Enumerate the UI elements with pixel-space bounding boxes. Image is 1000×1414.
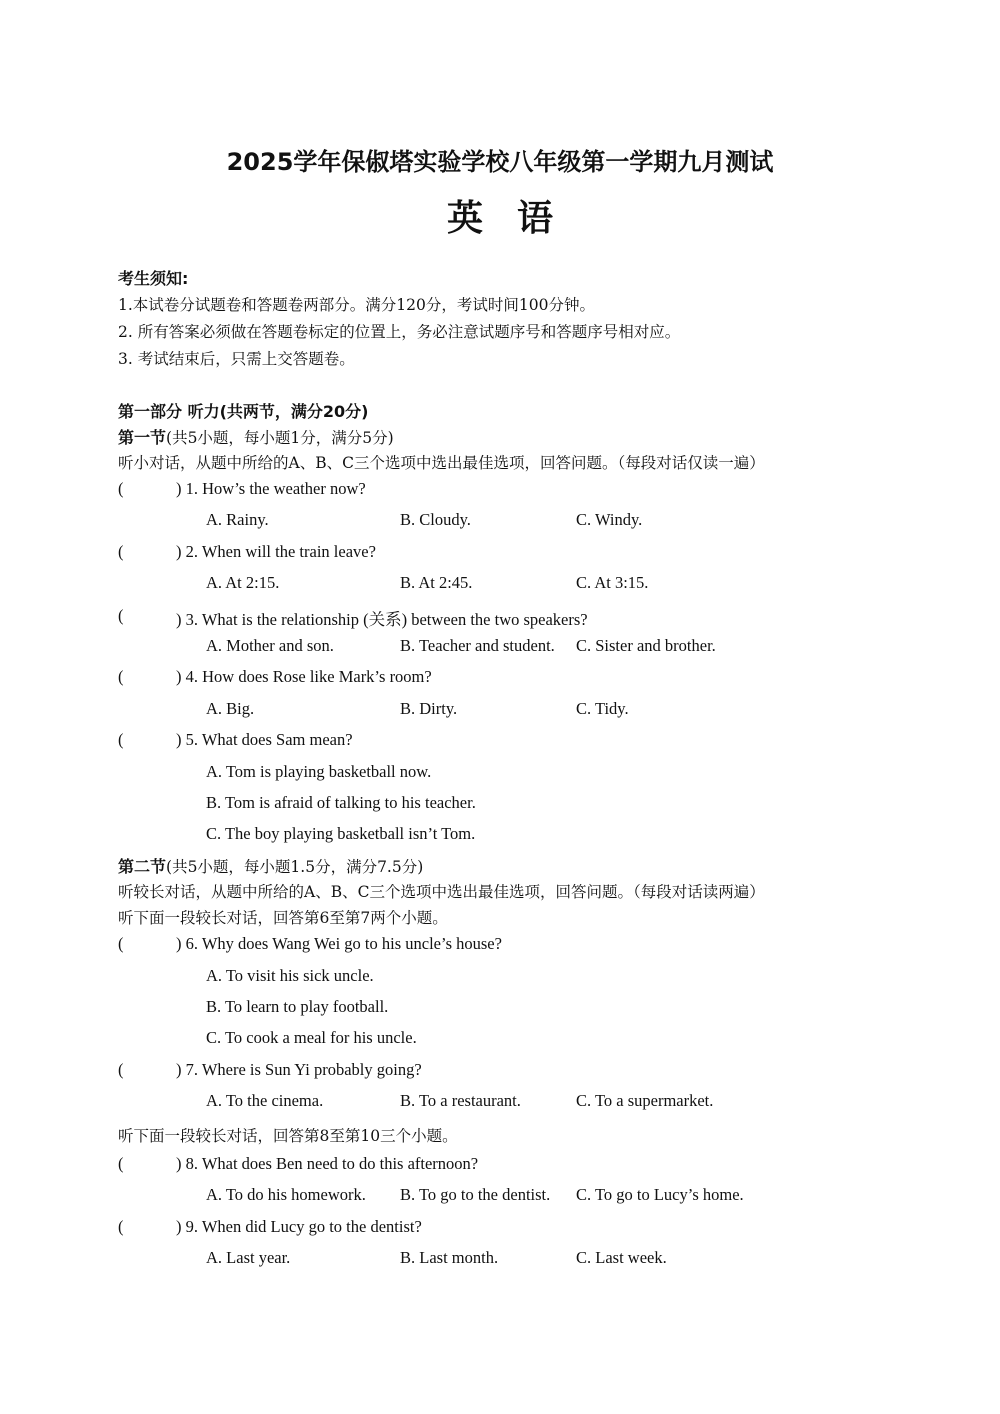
option-a: A. Rainy. [206,510,269,529]
answer-blank-open: ( [118,730,124,749]
notice-heading: 考生须知: [118,269,189,288]
option-a: A. To the cinema. [206,1091,324,1110]
option-c: C. To a supermarket. [576,1091,714,1110]
section1-detail: (共5小题，每小题1分，满分5分) [166,429,394,447]
answer-blank-open: ( [118,479,124,498]
section2-sub-instruction: 听下面一段较长对话，回答第6至第7两个小题。 [118,909,448,927]
option-a: A. Mother and son. [206,636,334,655]
option-c: C. Sister and brother. [576,636,716,655]
question-stem: ) 2. When will the train leave? [176,542,376,561]
notice-item: 1.本试卷分试题卷和答题卷两部分。满分120分，考试时间100分钟。 [118,296,595,314]
question-stem: ) 7. Where is Sun Yi probably going? [176,1060,422,1079]
notice-item: 2. 所有答案必须做在答题卷标定的位置上，务必注意试题序号和答题序号相对应。 [118,323,681,341]
answer-blank-open: ( [118,542,124,561]
question-stem: ) 9. When did Lucy go to the dentist? [176,1217,422,1236]
option-c: C. Last week. [576,1248,667,1267]
question-stem: ) 6. Why does Wang Wei go to his uncle’s house? [176,934,502,953]
option-a: A. To visit his sick uncle. [206,966,374,985]
answer-blank-open: ( [118,1060,124,1079]
section2-instruction: 听较长对话，从题中所给的A、B、C三个选项中选出最佳选项，回答问题。（每段对话读两遍） [118,883,765,901]
section2-sub-instruction: 听下面一段较长对话，回答第8至第10三个小题。 [118,1127,458,1145]
option-b: B. To learn to play football. [206,997,389,1016]
option-a: A. At 2:15. [206,573,280,592]
subject-title: 英语 [446,198,587,239]
option-c: C. Windy. [576,510,643,529]
answer-blank-open: ( [118,1217,124,1236]
option-b: B. Teacher and student. [400,636,555,655]
answer-blank-open: ( [118,934,124,953]
part1-heading: 第一部分 听力(共两节，满分20分) [118,402,369,421]
option-c: C. The boy playing basketball isn’t Tom. [206,824,476,843]
section2-label: 第二节 [118,857,167,876]
question-stem: ) 1. How’s the weather now? [176,479,366,498]
option-a: A. Last year. [206,1248,291,1267]
question-stem: ) 3. What is the relationship (关系) between the two speakers? [176,610,588,629]
exam-title: 2025学年保俶塔实验学校八年级第一学期九月测试 [226,148,774,176]
section2-detail: (共5小题，每小题1.5分，满分7.5分) [166,858,424,876]
option-b: B. Cloudy. [400,510,471,529]
question-stem: ) 5. What does Sam mean? [176,730,353,749]
option-b: B. To a restaurant. [400,1091,521,1110]
option-c: C. Tidy. [576,699,629,718]
option-b: B. Tom is afraid of talking to his teacher. [206,793,476,812]
answer-blank-open: ( [118,1154,124,1173]
notice-item: 3. 考试结束后，只需上交答题卷。 [118,350,355,368]
section1-heading [118,425,394,448]
option-c: C. To cook a meal for his uncle. [206,1028,417,1047]
question-stem: ) 8. What does Ben need to do this afternoon? [176,1154,479,1173]
section2-heading [118,854,423,877]
option-c: C. To go to Lucy’s home. [576,1185,744,1204]
option-b: B. Last month. [400,1248,499,1267]
question-stem: ) 4. How does Rose like Mark’s room? [176,667,432,686]
option-b: B. Dirty. [400,699,458,718]
option-a: A. Big. [206,699,255,718]
option-c: C. At 3:15. [576,573,649,592]
section1-label: 第一节 [118,428,167,447]
option-a: A. Tom is playing basketball now. [206,762,432,781]
option-b: B. To go to the dentist. [400,1185,551,1204]
answer-blank-open: ( [118,606,124,625]
answer-blank-open: ( [118,667,124,686]
section1-instruction: 听小对话，从题中所给的A、B、C三个选项中选出最佳选项，回答问题。（每段对话仅读一遍） [118,454,765,472]
option-b: B. At 2:45. [400,573,473,592]
option-a: A. To do his homework. [206,1185,366,1204]
